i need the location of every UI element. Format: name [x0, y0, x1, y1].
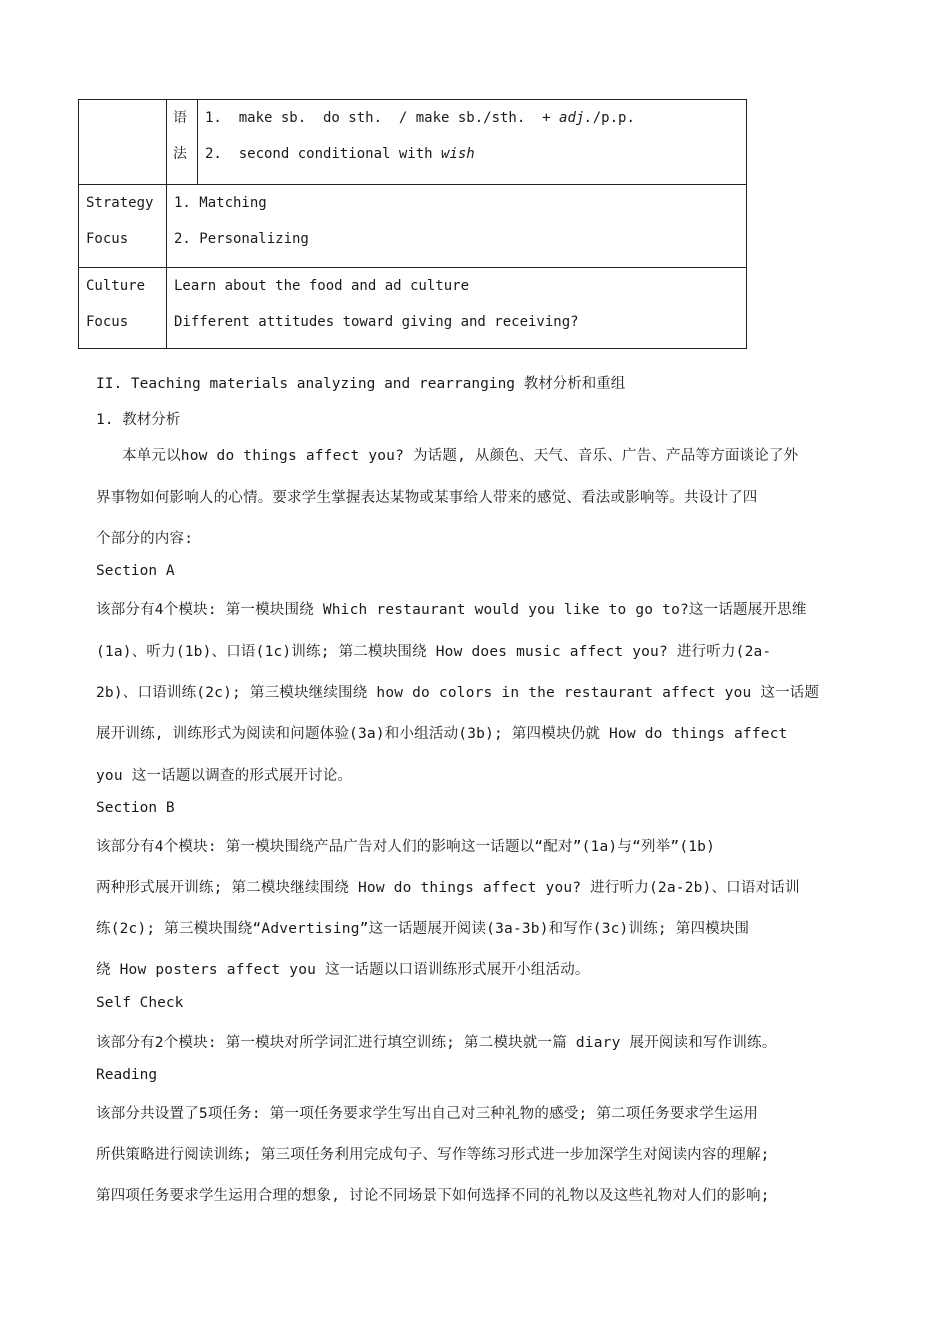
culture-content-cell	[167, 268, 747, 349]
section-a-line-5: you 这一话题以调查的形式展开讨论。	[96, 768, 353, 784]
grammar-item-1-suffix: /p.p.	[592, 110, 635, 126]
strategy-label-2: Focus	[86, 231, 129, 247]
grammar-item-1-text: 1. make sb. do sth. / make sb./sth. +	[205, 110, 560, 126]
culture-label-cell	[79, 268, 167, 349]
culture-row	[79, 268, 747, 349]
reading-line-2: 所供策略进行阅读训练; 第三项任务利用完成句子、写作等练习形式进一步加深学生对阅读内容的理解;	[96, 1147, 770, 1163]
strategy-label-cell	[79, 185, 167, 268]
reading-line-1: 该部分共设置了5项任务: 第一项任务要求学生写出自己对三种礼物的感受; 第二项任务要求学生运用	[96, 1106, 759, 1122]
grammar-item-2-text: 2. second conditional with	[205, 146, 442, 162]
grammar-label-2: 法	[173, 146, 187, 162]
grammar-item-2-wish: wish	[441, 146, 475, 162]
section-b-line-3: 练(2c); 第三模块围绕“Advertising”这一话题展开阅读(3a-3b)和写作(3c)训练; 第四模块围	[96, 921, 750, 937]
section-b-line-4: 绕 How posters affect you 这一话题以口语训练形式展开小组活动。	[96, 962, 590, 978]
subheading-1: 1. 教材分析	[96, 412, 181, 428]
grammar-row	[79, 100, 747, 185]
section-b-line-1: 该部分有4个模块: 第一模块围绕产品广告对人们的影响这一话题以“配对”(1a)与“列举”(1b)	[96, 839, 716, 855]
section-b-line-2: 两种形式展开训练; 第二模块继续围绕 How do things affect you? 进行听力(2a-2b)、口语对话训	[96, 880, 800, 896]
intro-line-1: 本单元以how do things affect you? 为话题, 从颜色、天气、音乐、广告、产品等方面谈论了外	[122, 448, 799, 464]
intro-line-2: 界事物如何影响人的心情。要求学生掌握表达某物或某事给人带来的感觉、看法或影响等。共设计了四	[96, 490, 758, 506]
grammar-label-cell	[167, 100, 198, 185]
strategy-item-2: 2. Personalizing	[174, 231, 309, 247]
self-check-line-1: 该部分有2个模块: 第一模块对所学词汇进行填空训练; 第二模块就一篇 diary 展开阅读和写作训练。	[96, 1035, 777, 1051]
culture-item-2: Different attitudes toward giving and receiving?	[174, 314, 579, 330]
culture-item-1: Learn about the food and ad culture	[174, 278, 470, 294]
culture-label-1: Culture	[86, 278, 146, 294]
grammar-item-1	[205, 100, 746, 136]
section-b-title: Section B	[96, 800, 175, 816]
strategy-item-1: 1. Matching	[174, 195, 267, 211]
grammar-content-cell	[198, 100, 747, 185]
focus-table	[78, 99, 747, 349]
reading-line-3: 第四项任务要求学生运用合理的想象, 讨论不同场景下如何选择不同的礼物以及这些礼物对人们的影响;	[96, 1188, 770, 1204]
reading-title: Reading	[96, 1067, 158, 1083]
strategy-label-1: Strategy	[86, 195, 154, 211]
section-a-title: Section A	[96, 563, 175, 579]
intro-line-3: 个部分的内容:	[96, 531, 194, 547]
section-heading-ii: II. Teaching materials analyzing and rearranging 教材分析和重组	[96, 376, 626, 392]
section-a-line-4: 展开训练, 训练形式为阅读和问题体验(3a)和小组活动(3b); 第四模块仍就 How do things affect	[96, 726, 788, 742]
grammar-item-1-adj: adj.	[559, 110, 593, 126]
section-a-line-2: (1a)、听力(1b)、口语(1c)训练; 第二模块围绕 How does music affect you? 进行听力(2a-	[96, 644, 772, 660]
strategy-content-cell	[167, 185, 747, 268]
grammar-empty-cell	[79, 100, 167, 185]
culture-label-2: Focus	[86, 314, 129, 330]
section-a-line-1: 该部分有4个模块: 第一模块围绕 Which restaurant would you like to go to?这一话题展开思维	[96, 602, 807, 618]
grammar-label-1: 语	[173, 110, 187, 126]
strategy-row	[79, 185, 747, 268]
self-check-title: Self Check	[96, 995, 184, 1011]
grammar-item-2	[205, 136, 746, 184]
section-a-line-3: 2b)、口语训练(2c); 第三模块继续围绕 how do colors in the restaurant affect you 这一话题	[96, 685, 820, 701]
